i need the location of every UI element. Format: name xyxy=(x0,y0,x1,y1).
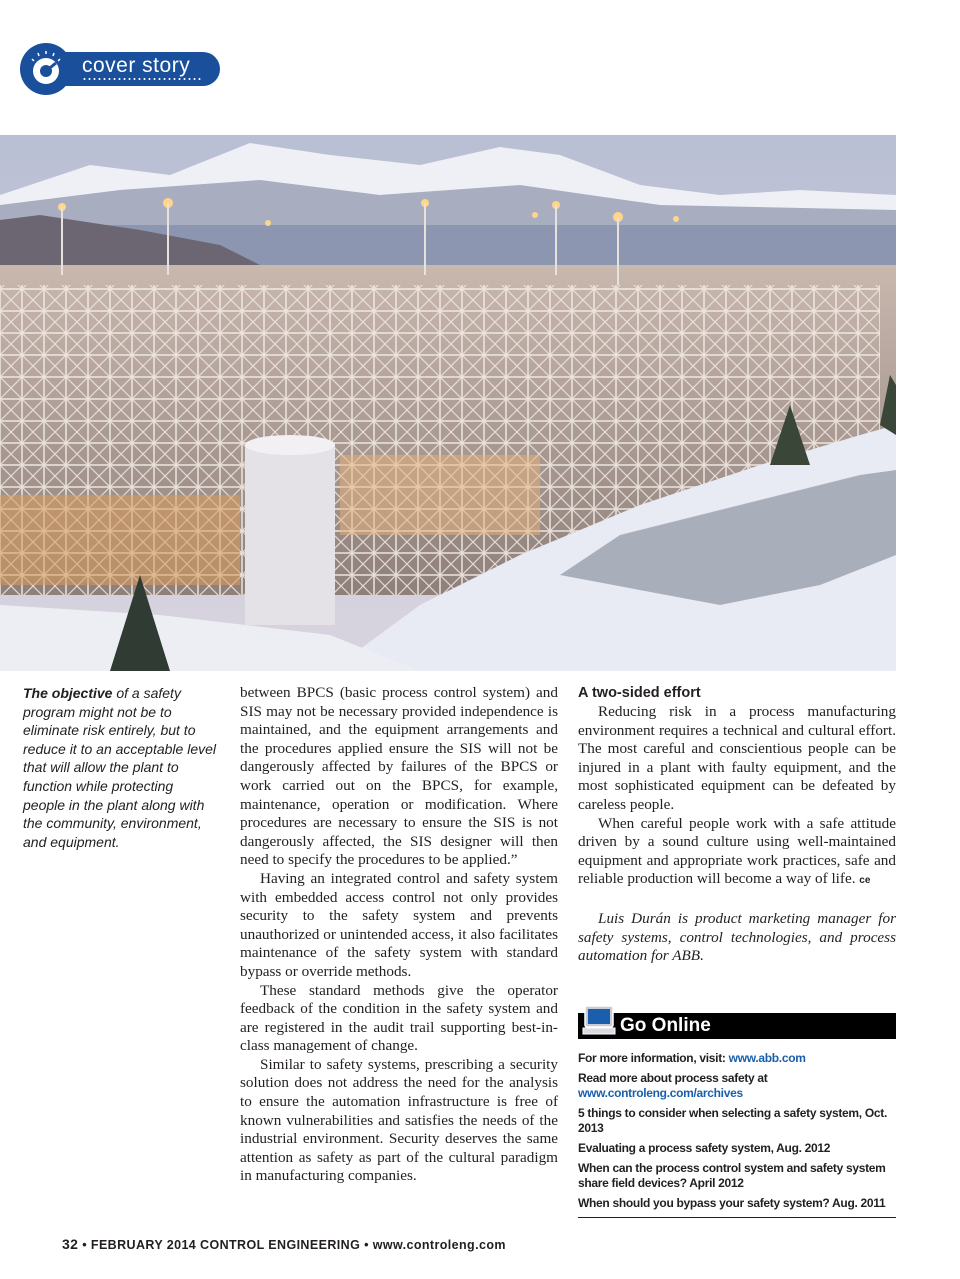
go-online-title: Go Online xyxy=(620,1015,711,1036)
footer-magazine: CONTROL ENGINEERING xyxy=(200,1238,361,1252)
end-mark: ce xyxy=(859,875,871,887)
go-online-box xyxy=(578,1005,896,1218)
article-column-middle xyxy=(240,684,558,1186)
article-column-right xyxy=(578,684,896,966)
list-item[interactable]: When can the process control system and safety system share field devices? April 2012 xyxy=(578,1161,886,1190)
paragraph: Similar to safety systems, prescribing a security solution does not address the need for the analysis to ensure the automation infrastructure is free of known vulnerabilities and satisfies the needs of the industrial environment. Security deserves the same attention as safety as part of the cultural paradigm in manufacturing companies. xyxy=(240,1055,558,1185)
page-footer xyxy=(62,1236,506,1252)
list-item-text: For more information, visit: xyxy=(578,1051,729,1065)
caption-text: of a safety program might not be to eliminate risk entirely, but to reduce it to an acceptable level that will allow the plant to function while protecting people in the plant along with the community, environment, and equipment. xyxy=(23,685,217,850)
photo-caption xyxy=(23,684,219,851)
go-online-header xyxy=(578,1013,896,1039)
computer-icon xyxy=(582,1004,618,1038)
go-online-list xyxy=(578,1051,896,1211)
list-item[interactable]: When should you bypass your safety system? Aug. 2011 xyxy=(578,1196,886,1210)
page-number: 32 xyxy=(62,1236,79,1252)
footer-bullet: • xyxy=(364,1238,369,1252)
list-item xyxy=(578,1071,896,1101)
list-item-text: Read more about process safety at xyxy=(578,1071,768,1085)
section-badge xyxy=(20,43,220,95)
footer-url[interactable]: www.controleng.com xyxy=(372,1238,506,1252)
paragraph-text: When careful people work with a safe attitude driven by a sound culture using well-maintained equipment and appropriate work practices, safe and reliable production will become a way of life. xyxy=(578,814,896,888)
paragraph: These standard methods give the operator feedback of the condition in the safety system and are registered in the audit trail supporting best-in-class management of change. xyxy=(240,981,558,1055)
cover-photo xyxy=(0,135,896,671)
footer-bullet: • xyxy=(82,1238,88,1252)
divider xyxy=(578,1217,896,1218)
paragraph: Having an integrated control and safety system with embedded access control not only provides security to the safety system and prevents unauthorized or unintended access, it also facilitates maintenance of the safety system with standard bypass or override methods. xyxy=(240,869,558,980)
author-bio: Luis Durán is product marketing manager for safety systems, control technologies, and process automation for ABB. xyxy=(578,909,896,965)
section-subhead: A two-sided effort xyxy=(578,685,701,701)
badge-dots xyxy=(82,78,202,80)
caption-lead: The objective xyxy=(23,685,113,701)
paragraph: Reducing risk in a process manufacturing environment requires a technical and cultural effort. The most careful and conscientious people can be injured in a plant with faulty equipment, and the most sophisticated equipment can be defeated by careless people. xyxy=(578,703,896,813)
footer-issue: FEBRUARY 2014 xyxy=(90,1238,197,1252)
list-item[interactable]: Evaluating a process safety system, Aug. 2012 xyxy=(578,1141,831,1155)
gauge-icon xyxy=(20,43,72,95)
list-item[interactable]: 5 things to consider when selecting a safety system, Oct. 2013 xyxy=(578,1106,887,1135)
paragraph xyxy=(578,815,896,891)
list-item xyxy=(578,1051,896,1066)
section-label: cover story xyxy=(82,54,191,77)
paragraph: between BPCS (basic process control system) and SIS may not be necessary provided independence is maintained, and the equipment arrangements and the procedures applied ensure the SIS will not be dangerously affected by failures of the BPCS or work carried out on the BPCS, for example, maintenance, operation or modification. Where procedures are necessary to ensure the SIS is not dangerously affected, the SIS designer will then need to specify the procedures to be applied.” xyxy=(240,684,558,869)
link-controleng-archives[interactable]: www.controleng.com/archives xyxy=(578,1086,743,1100)
link-abb[interactable]: www.abb.com xyxy=(728,1051,806,1065)
